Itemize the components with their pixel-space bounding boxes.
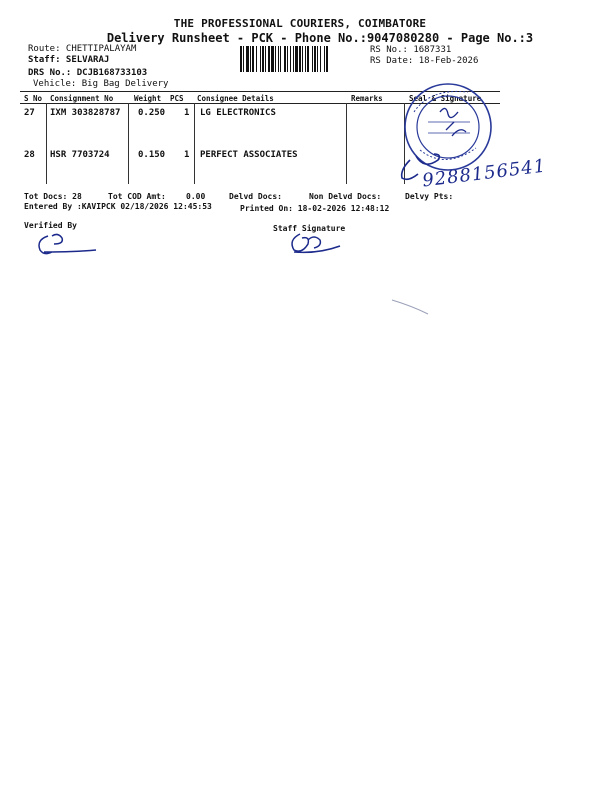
table-row-consignment: IXM 303828787 [50, 108, 121, 118]
staff-line: Staff: SELVARAJ [28, 55, 110, 65]
table-row-consignee: PERFECT ASSOCIATES [200, 150, 298, 160]
entered-by: Entered By :KAVIPCK 02/18/2026 12:45:53 [24, 202, 212, 211]
printed-on: Printed On: 18-02-2026 12:48:12 [240, 204, 390, 213]
delivered-docs: Delvd Docs: [229, 192, 282, 201]
company-seal [405, 84, 491, 170]
rs-number: RS No.: 1687331 [370, 45, 452, 55]
col-header-consignee: Consignee Details [197, 94, 274, 103]
route-line: Route: CHETTIPALAYAM [28, 44, 137, 54]
runsheet-title: Delivery Runsheet - PCK - Phone No.:9047080280 - Page No.:3 [106, 31, 534, 45]
company-title: THE PROFESSIONAL COURIERS, COIMBATORE [173, 17, 427, 30]
delivery-points: Delvy Pts: [405, 192, 454, 201]
table-row-weight: 0.250 [138, 108, 166, 118]
staff-signature [292, 234, 340, 252]
col-header-signature: Seal & Signature [409, 94, 482, 103]
table-row-consignee: LG ELECTRONICS [200, 108, 276, 118]
table-row-sno: 28 [24, 150, 35, 160]
non-delivered-docs: Non Delvd Docs: [309, 192, 382, 201]
col-header-consignment: Consignment No [50, 94, 114, 103]
col-header-sno: S No [24, 94, 43, 103]
stray-mark [392, 300, 428, 314]
rs-date: RS Date: 18-Feb-2026 [370, 56, 479, 66]
drs-number: DRS No.: DCJB168733103 [28, 68, 148, 78]
table-row-pcs: 1 [184, 108, 190, 118]
handwritten-phone: 9288156541 [421, 155, 548, 192]
table-row-pcs: 1 [184, 150, 190, 160]
verified-signature [39, 234, 96, 253]
total-cod-label: Tot COD Amt: [108, 192, 166, 201]
table-row-consignment: HSR 7703724 [50, 150, 110, 160]
table-row-weight: 0.150 [138, 150, 166, 160]
total-docs: Tot Docs: 28 [24, 192, 82, 201]
col-header-pcs: PCS [170, 94, 184, 103]
col-header-remarks: Remarks [351, 94, 383, 103]
staff-signature-label: Staff Signature [273, 224, 346, 233]
receiver-signature [402, 154, 440, 179]
table-row-sno: 27 [24, 108, 35, 118]
verified-by-label: Verified By [24, 221, 77, 230]
total-cod-value: 0.00 [186, 192, 206, 201]
col-header-weight: Weight [134, 94, 162, 103]
vehicle-line: Vehicle: Big Bag Delivery [33, 79, 169, 89]
